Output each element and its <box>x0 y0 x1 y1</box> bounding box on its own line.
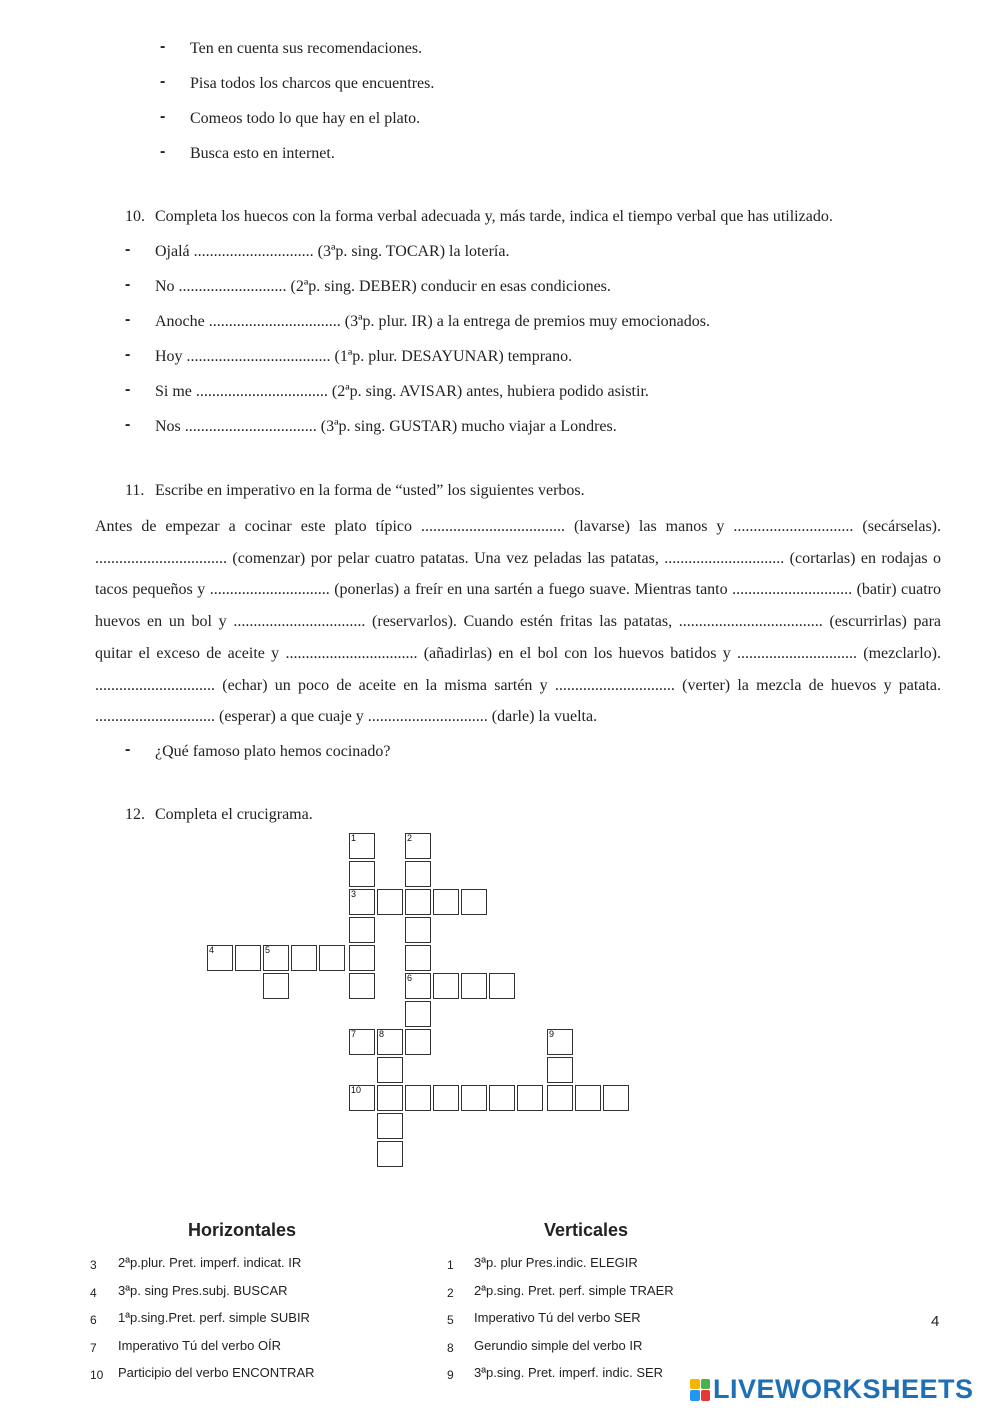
clue-number: 7 <box>351 1029 357 1039</box>
page-number: 4 <box>931 1313 940 1330</box>
clue-text: 1ªp.sing.Pret. perf. simple SUBIR <box>118 1310 310 1325</box>
bullet-dash: - <box>160 108 166 125</box>
crossword-cell[interactable] <box>405 917 431 943</box>
exercise-title: Completa el crucigrama. <box>155 806 313 823</box>
crossword-cell[interactable] <box>235 945 261 971</box>
list-item: Anoche ................................. (3ªp. plur. IR) a la entrega de premios muy emocionados. <box>155 313 710 330</box>
bullet-dash: - <box>125 276 131 293</box>
crossword-cell[interactable] <box>291 945 317 971</box>
clue-num: 10 <box>90 1368 104 1382</box>
crossword-cell[interactable] <box>433 1085 459 1111</box>
exercise-number: 11. <box>125 482 145 499</box>
clue-number: 6 <box>407 973 413 983</box>
clue-number: 8 <box>379 1029 385 1039</box>
bullet-dash: - <box>125 381 131 398</box>
crossword-cell[interactable] <box>461 1085 487 1111</box>
bullet-dash: - <box>160 143 166 160</box>
crossword-cell[interactable] <box>377 1057 403 1083</box>
list-item: Hoy .................................... (1ªp. plur. DESAYUNAR) temprano. <box>155 348 573 365</box>
clue-number: 4 <box>209 945 215 955</box>
exercise-title: Escribe en imperativo en la forma de “usted” los siguientes verbos. <box>155 482 585 499</box>
bullet-dash: - <box>125 241 131 258</box>
clue-number: 5 <box>265 945 271 955</box>
crossword-cell[interactable] <box>405 833 431 859</box>
bullet-dash: - <box>125 346 131 363</box>
crossword-cell[interactable] <box>349 833 375 859</box>
clue-num: 9 <box>447 1368 454 1382</box>
clues-heading: Verticales <box>544 1220 629 1240</box>
clue-number: 2 <box>407 833 413 843</box>
list-item: Si me ................................. (2ªp. sing. AVISAR) antes, hubiera podido asistir. <box>155 383 649 400</box>
recipe-paragraph: Antes de empezar a cocinar este plato típico .................................... (lavarse) las manos y .............................. (secárselas). ................................. (comenzar) por pelar cuatro patatas. Una vez peladas las patatas, .............................. (cortarlas) en rodajas o tacos pequeños y .............................. (ponerlas) a freír en una sartén a fuego suave. Mientras tanto .............................. (batir) cuatro huevos en un bol y ................................. (reservarlos). Cuando estén fritas las patatas, .................................... (escurrirlas) para quitar el exceso de aceite y ................................. (añadirlas) en el bol con los huevos batidos y .............................. (mezclarlo). .............................. (echar) un poco de aceite en la misma sartén y .............................. (verter) la mezcla de huevos y patata. .............................. (esperar) a que cuaje y .............................. (darle) la vuelta. <box>95 518 941 726</box>
clue-text: 2ªp.sing. Pret. perf. simple TRAER <box>474 1283 674 1298</box>
clues-heading: Horizontales <box>188 1220 297 1240</box>
crossword-cell[interactable] <box>489 973 515 999</box>
exercise-title: Completa los huecos con la forma verbal adecuada y, más tarde, indica el tiempo verbal que has utilizado. <box>155 208 833 225</box>
clue-num: 2 <box>447 1286 454 1300</box>
crossword-cell[interactable] <box>405 1029 431 1055</box>
clue-text: Imperativo Tú del verbo OÍR <box>118 1338 282 1353</box>
crossword-cell[interactable] <box>547 1085 573 1111</box>
crossword-cell[interactable] <box>349 973 375 999</box>
clue-text: Gerundio simple del verbo IR <box>474 1338 643 1353</box>
clue-text: Participio del verbo ENCONTRAR <box>118 1365 315 1380</box>
clue-text: 3ªp.sing. Pret. imperf. indic. SER <box>474 1365 664 1380</box>
crossword-cell[interactable] <box>349 861 375 887</box>
clue-num: 3 <box>90 1258 97 1272</box>
exercise-number: 10. <box>125 208 145 225</box>
brand-name: LIVEWORKSHEETS <box>713 1374 974 1404</box>
crossword-cell[interactable] <box>263 973 289 999</box>
list-item: Nos ................................. (3ªp. sing. GUSTAR) mucho viajar a Londres. <box>155 418 617 435</box>
crossword-cell[interactable] <box>517 1085 543 1111</box>
bullet-dash: - <box>160 73 166 90</box>
crossword-cell[interactable] <box>349 945 375 971</box>
question: ¿Qué famoso plato hemos cocinado? <box>155 743 391 760</box>
crossword-cell[interactable] <box>377 889 403 915</box>
clue-number: 3 <box>351 889 357 899</box>
clue-num: 6 <box>90 1313 97 1327</box>
crossword-cell[interactable] <box>349 1029 375 1055</box>
clue-num: 5 <box>447 1313 454 1327</box>
clue-num: 4 <box>90 1286 97 1300</box>
clue-text: 3ªp. sing Pres.subj. BUSCAR <box>118 1283 288 1298</box>
crossword-cell[interactable] <box>489 1085 515 1111</box>
clue-text: Imperativo Tú del verbo SER <box>474 1310 641 1325</box>
crossword-cell[interactable] <box>377 1029 403 1055</box>
bullet-dash: - <box>125 416 131 433</box>
crossword-cell[interactable] <box>547 1057 573 1083</box>
list-item: Busca esto en internet. <box>190 145 335 162</box>
clue-number: 10 <box>351 1085 362 1095</box>
clue-num: 7 <box>90 1341 97 1355</box>
exercise-number: 12. <box>125 806 145 823</box>
bullet-dash: - <box>125 741 131 758</box>
crossword-cell[interactable] <box>207 945 233 971</box>
crossword-cell[interactable] <box>405 945 431 971</box>
liveworksheets-logo <box>690 1374 974 1405</box>
crossword-cell[interactable] <box>433 889 459 915</box>
logo-icon <box>690 1379 710 1401</box>
crossword-cell[interactable] <box>377 1141 403 1167</box>
list-item: No ........................... (2ªp. sing. DEBER) conducir en esas condiciones. <box>155 278 611 295</box>
clue-num: 8 <box>447 1341 454 1355</box>
clue-text: 2ªp.plur. Pret. imperf. indicat. IR <box>118 1255 302 1270</box>
crossword-cell[interactable] <box>461 973 487 999</box>
clue-num: 1 <box>447 1258 454 1272</box>
crossword-cell[interactable] <box>349 889 375 915</box>
list-item: Ojalá .............................. (3ªp. sing. TOCAR) la lotería. <box>155 243 510 260</box>
crossword-cell[interactable] <box>377 1113 403 1139</box>
list-item: Comeos todo lo que hay en el plato. <box>190 110 421 127</box>
crossword-cell[interactable] <box>349 1085 375 1111</box>
crossword-cell[interactable] <box>263 945 289 971</box>
crossword-cell[interactable] <box>547 1029 573 1055</box>
list-item: Pisa todos los charcos que encuentres. <box>190 75 435 92</box>
clue-text: 3ªp. plur Pres.indic. ELEGIR <box>474 1255 638 1270</box>
crossword-cell[interactable] <box>405 973 431 999</box>
crossword-cell[interactable] <box>433 973 459 999</box>
bullet-dash: - <box>125 311 131 328</box>
crossword-cell[interactable] <box>405 1085 431 1111</box>
bullet-dash: - <box>160 38 166 55</box>
clue-number: 9 <box>549 1029 555 1039</box>
crossword-cell[interactable] <box>349 917 375 943</box>
crossword-cell[interactable] <box>575 1085 601 1111</box>
crossword-cell[interactable] <box>319 945 345 971</box>
crossword-cell[interactable] <box>405 1001 431 1027</box>
crossword-cell[interactable] <box>405 861 431 887</box>
crossword-cell[interactable] <box>603 1085 629 1111</box>
clue-number: 1 <box>351 833 357 843</box>
crossword-cell[interactable] <box>461 889 487 915</box>
list-item: Ten en cuenta sus recomendaciones. <box>190 40 423 57</box>
crossword-cell[interactable] <box>405 889 431 915</box>
crossword-cell[interactable] <box>377 1085 403 1111</box>
